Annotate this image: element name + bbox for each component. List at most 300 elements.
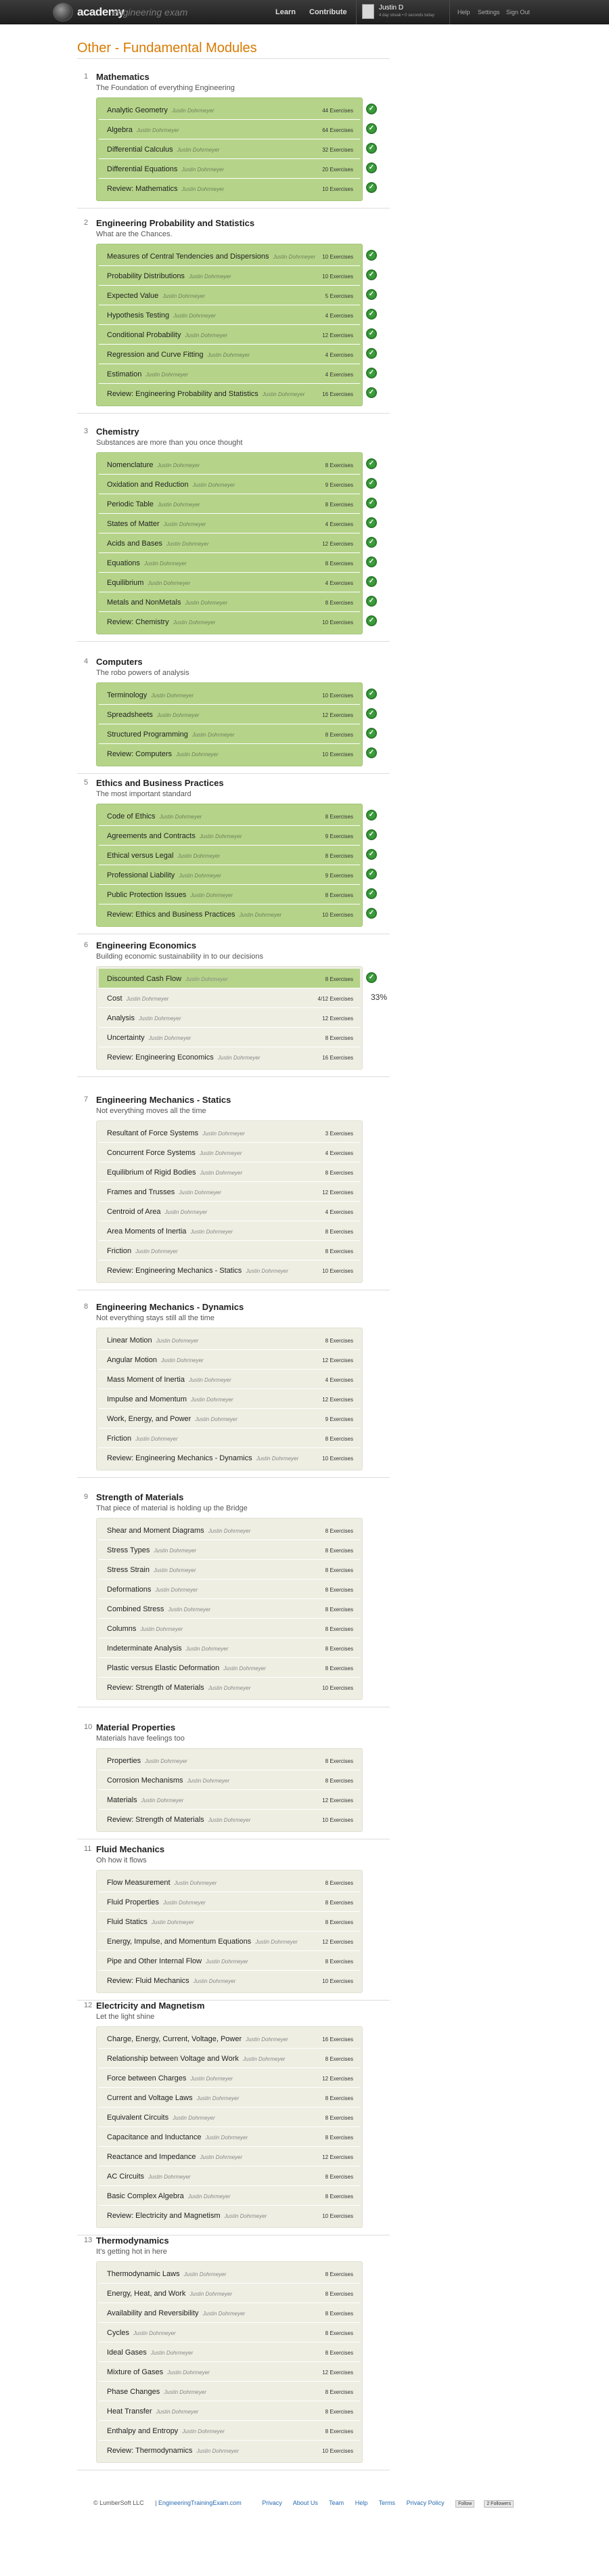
lesson-name[interactable] [107, 579, 190, 587]
section-title[interactable]: Thermodynamics [96, 2235, 169, 2246]
lesson-name[interactable] [107, 2447, 239, 2455]
lesson-title[interactable]: Review: Fluid Mechanics [107, 1977, 189, 1985]
lesson-title[interactable]: Agreements and Contracts [107, 832, 196, 840]
lesson-row[interactable] [99, 1143, 360, 1162]
lesson-row[interactable] [99, 2108, 360, 2127]
footer-privacy[interactable]: Privacy [262, 2499, 282, 2506]
lesson-title[interactable]: Area Moments of Inertia [107, 1227, 187, 1236]
lesson-title[interactable]: Ideal Gases [107, 2349, 147, 2357]
lesson-name[interactable] [107, 481, 235, 489]
lesson-title[interactable]: Relationship between Voltage and Work [107, 2055, 239, 2063]
lesson-name[interactable] [107, 1918, 194, 1926]
lesson-name[interactable] [107, 1879, 217, 1887]
lesson-row[interactable] [99, 2441, 360, 2460]
lesson-name[interactable] [107, 1776, 229, 1785]
lesson-row[interactable] [99, 846, 360, 865]
lesson-name[interactable] [107, 331, 227, 339]
lesson-title[interactable]: Professional Liability [107, 871, 175, 879]
section-title[interactable]: Ethics and Business Practices [96, 778, 224, 788]
lesson-name[interactable] [107, 691, 194, 699]
lesson-row[interactable] [99, 286, 360, 305]
lesson-name[interactable] [107, 598, 227, 607]
lesson-name[interactable] [107, 390, 304, 398]
lesson-title[interactable]: Reactance and Impedance [107, 2153, 196, 2161]
logo-text[interactable]: academy [77, 5, 125, 18]
lesson-name[interactable] [107, 185, 224, 193]
lesson-row[interactable] [99, 2186, 360, 2206]
lesson-name[interactable] [107, 1586, 198, 1594]
lesson-title[interactable]: Ethical versus Legal [107, 852, 174, 860]
lesson-row[interactable] [99, 455, 360, 475]
lesson-row[interactable] [99, 2303, 360, 2323]
lesson-name[interactable] [107, 1684, 250, 1692]
lesson-name[interactable] [107, 871, 221, 879]
lesson-name[interactable] [107, 253, 315, 261]
lesson-row[interactable] [99, 1162, 360, 1182]
lesson-row[interactable] [99, 179, 360, 198]
lesson-row[interactable] [99, 384, 360, 403]
lesson-title[interactable]: Indeterminate Analysis [107, 1644, 182, 1653]
lesson-name[interactable] [107, 1356, 204, 1364]
lesson-row[interactable] [99, 1261, 360, 1280]
lesson-title[interactable]: Terminology [107, 691, 148, 699]
lesson-name[interactable] [107, 1227, 233, 1236]
lesson-title[interactable]: Stress Strain [107, 1566, 150, 1574]
lesson-title[interactable]: Code of Ethics [107, 812, 156, 821]
lesson-name[interactable] [107, 730, 235, 739]
lesson-name[interactable] [107, 1957, 248, 1965]
lesson-row[interactable] [99, 100, 360, 120]
nav-learn[interactable]: Learn [275, 8, 296, 16]
nav-settings[interactable]: Settings [478, 9, 500, 16]
lesson-name[interactable] [107, 1977, 235, 1985]
lesson-row[interactable] [99, 1540, 360, 1560]
lesson-row[interactable] [99, 1810, 360, 1829]
lesson-row[interactable] [99, 1008, 360, 1028]
lesson-title[interactable]: Metals and NonMetals [107, 598, 181, 607]
footer-privacy-policy[interactable]: Privacy Policy [406, 2499, 445, 2506]
lesson-row[interactable] [99, 1521, 360, 1540]
lesson-title[interactable]: Properties [107, 1757, 141, 1765]
lesson-name[interactable] [107, 165, 224, 173]
lesson-row[interactable] [99, 266, 360, 286]
lesson-title[interactable]: States of Matter [107, 520, 160, 528]
lesson-name[interactable] [107, 2114, 215, 2122]
lesson-row[interactable] [99, 1873, 360, 1892]
lesson-title[interactable]: Force between Charges [107, 2074, 187, 2082]
lesson-name[interactable] [107, 520, 206, 528]
lesson-title[interactable]: Public Protection Issues [107, 891, 187, 899]
lesson-row[interactable] [99, 2206, 360, 2225]
logo-icon[interactable] [53, 3, 73, 22]
lesson-title[interactable]: Deformations [107, 1586, 152, 1594]
lesson-row[interactable] [99, 1951, 360, 1971]
lesson-row[interactable] [99, 612, 360, 632]
lesson-name[interactable] [107, 1014, 181, 1022]
lesson-row[interactable] [99, 2127, 360, 2147]
lesson-title[interactable]: Centroid of Area [107, 1208, 161, 1216]
section-title[interactable]: Engineering Probability and Statistics [96, 218, 255, 228]
lesson-name[interactable] [107, 106, 215, 114]
lesson-title[interactable]: Corrosion Mechanisms [107, 1776, 183, 1785]
lesson-name[interactable] [107, 126, 179, 134]
lesson-name[interactable] [107, 370, 188, 378]
lesson-name[interactable] [107, 1247, 178, 1255]
lesson-row[interactable] [99, 2088, 360, 2108]
lesson-title[interactable]: AC Circuits [107, 2173, 145, 2181]
lesson-name[interactable] [107, 1757, 187, 1765]
lesson-title[interactable]: Periodic Table [107, 500, 154, 508]
lesson-row[interactable] [99, 1599, 360, 1619]
lesson-title[interactable]: Review: Engineering Mechanics - Statics [107, 1267, 242, 1275]
lesson-row[interactable] [99, 1658, 360, 1678]
lesson-row[interactable] [99, 533, 360, 553]
lesson-name[interactable] [107, 2094, 239, 2102]
lesson-name[interactable] [107, 1796, 183, 1804]
lesson-title[interactable]: Regression and Curve Fitting [107, 351, 204, 359]
lesson-row[interactable] [99, 139, 360, 159]
section-title[interactable]: Material Properties [96, 1722, 176, 1732]
lesson-title[interactable]: Review: Thermodynamics [107, 2447, 193, 2455]
lesson-row[interactable] [99, 1330, 360, 1350]
section-title[interactable]: Chemistry [96, 427, 139, 437]
lesson-title[interactable]: Energy, Impulse, and Momentum Equations [107, 1938, 252, 1946]
lesson-title[interactable]: Nomenclature [107, 461, 154, 469]
lesson-name[interactable] [107, 1816, 250, 1824]
lesson-title[interactable]: Equilibrium of Rigid Bodies [107, 1169, 196, 1177]
lesson-title[interactable]: Review: Computers [107, 750, 172, 758]
lesson-title[interactable]: Cost [107, 995, 122, 1003]
lesson-name[interactable] [107, 2035, 288, 2043]
section-title[interactable]: Engineering Mechanics - Dynamics [96, 1302, 244, 1312]
lesson-row[interactable] [99, 969, 360, 988]
lesson-row[interactable] [99, 2068, 360, 2088]
lesson-title[interactable]: Energy, Heat, and Work [107, 2290, 186, 2298]
lesson-row[interactable] [99, 685, 360, 705]
lesson-row[interactable] [99, 2401, 360, 2421]
lesson-row[interactable] [99, 1638, 360, 1658]
lesson-row[interactable] [99, 865, 360, 885]
lesson-name[interactable] [107, 995, 168, 1003]
lesson-name[interactable] [107, 2290, 232, 2298]
lesson-row[interactable] [99, 325, 360, 345]
lesson-row[interactable] [99, 475, 360, 494]
lesson-title[interactable]: Friction [107, 1435, 132, 1443]
lesson-title[interactable]: Columns [107, 1625, 137, 1633]
lesson-row[interactable] [99, 159, 360, 179]
lesson-title[interactable]: Review: Ethics and Business Practices [107, 911, 235, 919]
lesson-name[interactable] [107, 852, 220, 860]
nav-signout[interactable]: Sign Out [506, 9, 531, 16]
lesson-title[interactable]: Review: Engineering Probability and Statistics [107, 390, 258, 398]
lesson-title[interactable]: Friction [107, 1247, 132, 1255]
lesson-name[interactable] [107, 618, 215, 626]
lesson-row[interactable] [99, 1912, 360, 1931]
lesson-row[interactable] [99, 826, 360, 846]
lesson-row[interactable] [99, 2264, 360, 2284]
lesson-name[interactable] [107, 1644, 228, 1653]
lesson-name[interactable] [107, 292, 205, 300]
lesson-title[interactable]: Plastic versus Elastic Deformation [107, 1664, 220, 1672]
lesson-title[interactable]: Angular Motion [107, 1356, 157, 1364]
lesson-name[interactable] [107, 2270, 226, 2278]
lesson-row[interactable] [99, 2323, 360, 2342]
lesson-row[interactable] [99, 1770, 360, 1790]
lesson-title[interactable]: Fluid Properties [107, 1898, 160, 1906]
lesson-title[interactable]: Linear Motion [107, 1336, 152, 1345]
lesson-row[interactable] [99, 2284, 360, 2303]
user-name[interactable]: Justin D [379, 4, 404, 12]
lesson-title[interactable]: Oxidation and Reduction [107, 481, 189, 489]
lesson-name[interactable] [107, 1376, 231, 1384]
lesson-name[interactable] [107, 2173, 191, 2181]
lesson-name[interactable] [107, 1938, 298, 1946]
lesson-title[interactable]: Fluid Statics [107, 1918, 148, 1926]
lesson-name[interactable] [107, 2074, 233, 2082]
lesson-title[interactable]: Stress Types [107, 1546, 150, 1554]
lesson-row[interactable] [99, 1202, 360, 1221]
lesson-name[interactable] [107, 750, 219, 758]
lesson-title[interactable]: Algebra [107, 126, 133, 134]
lesson-title[interactable]: Expected Value [107, 292, 159, 300]
lesson-row[interactable] [99, 1619, 360, 1638]
lesson-name[interactable] [107, 1188, 221, 1196]
lesson-row[interactable] [99, 1370, 360, 1389]
lesson-row[interactable] [99, 1751, 360, 1770]
lesson-title[interactable]: Equilibrium [107, 579, 144, 587]
lesson-name[interactable] [107, 1034, 191, 1042]
lesson-title[interactable]: Review: Electricity and Magnetism [107, 2212, 221, 2220]
footer-help[interactable]: Help [355, 2499, 368, 2506]
lesson-title[interactable]: Resultant of Force Systems [107, 1129, 199, 1137]
lesson-title[interactable]: Review: Mathematics [107, 185, 178, 193]
lesson-name[interactable] [107, 711, 200, 719]
footer-terms[interactable]: Terms [378, 2499, 396, 2506]
lesson-title[interactable]: Flow Measurement [107, 1879, 171, 1887]
lesson-name[interactable] [107, 975, 228, 983]
lesson-row[interactable] [99, 1409, 360, 1428]
lesson-row[interactable] [99, 1221, 360, 1241]
lesson-title[interactable]: Mass Moment of Inertia [107, 1376, 185, 1384]
lesson-title[interactable]: Equations [107, 559, 140, 567]
lesson-name[interactable] [107, 812, 202, 821]
lesson-title[interactable]: Materials [107, 1796, 137, 1804]
lesson-row[interactable] [99, 2382, 360, 2401]
lesson-title[interactable]: Estimation [107, 370, 142, 378]
lesson-name[interactable] [107, 351, 250, 359]
lesson-name[interactable] [107, 891, 233, 899]
lesson-title[interactable]: Review: Engineering Mechanics - Dynamics [107, 1454, 252, 1462]
footer-about[interactable]: About Us [292, 2499, 318, 2506]
lesson-name[interactable] [107, 1898, 206, 1906]
lesson-name[interactable] [107, 2407, 198, 2416]
lesson-row[interactable] [99, 305, 360, 325]
lesson-title[interactable]: Analysis [107, 1014, 135, 1022]
lesson-title[interactable]: Heat Transfer [107, 2407, 152, 2416]
lesson-row[interactable] [99, 1579, 360, 1599]
lesson-title[interactable]: Review: Strength of Materials [107, 1684, 204, 1692]
section-title[interactable]: Engineering Mechanics - Statics [96, 1095, 231, 1105]
lesson-name[interactable] [107, 1527, 250, 1535]
lesson-title[interactable]: Concurrent Force Systems [107, 1149, 196, 1157]
lesson-name[interactable] [107, 1664, 266, 1672]
lesson-title[interactable]: Charge, Energy, Current, Voltage, Power [107, 2035, 242, 2043]
lesson-name[interactable] [107, 272, 231, 280]
lesson-name[interactable] [107, 540, 209, 548]
lesson-row[interactable] [99, 246, 360, 266]
lesson-name[interactable] [107, 2153, 242, 2161]
lesson-row[interactable] [99, 553, 360, 573]
lesson-title[interactable]: Uncertainty [107, 1034, 145, 1042]
nav-help[interactable]: Help [457, 9, 470, 16]
lesson-row[interactable] [99, 1241, 360, 1261]
lesson-name[interactable] [107, 2329, 176, 2337]
lesson-row[interactable] [99, 364, 360, 384]
lesson-row[interactable] [99, 806, 360, 826]
lesson-title[interactable]: Review: Engineering Economics [107, 1053, 214, 1062]
lesson-row[interactable] [99, 573, 360, 592]
lesson-row[interactable] [99, 1047, 360, 1067]
lesson-row[interactable] [99, 1428, 360, 1448]
lesson-row[interactable] [99, 1028, 360, 1047]
lesson-name[interactable] [107, 2427, 225, 2435]
lesson-name[interactable] [107, 2212, 267, 2220]
lesson-title[interactable]: Combined Stress [107, 1605, 164, 1613]
lesson-name[interactable] [107, 1435, 178, 1443]
lesson-name[interactable] [107, 1546, 196, 1554]
lesson-name[interactable] [107, 1129, 245, 1137]
lesson-title[interactable]: Analytic Geometry [107, 106, 168, 114]
lesson-title[interactable]: Current and Voltage Laws [107, 2094, 193, 2102]
lesson-row[interactable] [99, 885, 360, 904]
lesson-name[interactable] [107, 1208, 207, 1216]
lesson-row[interactable] [99, 592, 360, 612]
lesson-title[interactable]: Hypothesis Testing [107, 311, 170, 320]
lesson-row[interactable] [99, 2362, 360, 2382]
lesson-title[interactable]: Frames and Trusses [107, 1188, 175, 1196]
lesson-title[interactable]: Cycles [107, 2329, 130, 2337]
lesson-name[interactable] [107, 1169, 242, 1177]
lesson-title[interactable]: Shear and Moment Diagrams [107, 1527, 204, 1535]
lesson-title[interactable]: Differential Calculus [107, 146, 173, 154]
lesson-title[interactable]: Acids and Bases [107, 540, 162, 548]
lesson-name[interactable] [107, 2192, 230, 2200]
lesson-row[interactable] [99, 514, 360, 533]
lesson-name[interactable] [107, 1566, 196, 1574]
lesson-row[interactable] [99, 2166, 360, 2186]
lesson-row[interactable] [99, 2049, 360, 2068]
lesson-row[interactable] [99, 1350, 360, 1370]
lesson-row[interactable] [99, 1931, 360, 1951]
lesson-name[interactable] [107, 461, 200, 469]
nav-contribute[interactable]: Contribute [309, 8, 347, 16]
lesson-title[interactable]: Mixture of Gases [107, 2368, 164, 2376]
lesson-name[interactable] [107, 1454, 298, 1462]
footer-team[interactable]: Team [329, 2499, 344, 2506]
lesson-row[interactable] [99, 988, 360, 1008]
lesson-title[interactable]: Pipe and Other Internal Flow [107, 1957, 202, 1965]
lesson-row[interactable] [99, 1790, 360, 1810]
lesson-title[interactable]: Measures of Central Tendencies and Dispersions [107, 253, 269, 261]
lesson-name[interactable] [107, 2349, 193, 2357]
lesson-name[interactable] [107, 1053, 260, 1062]
lesson-name[interactable] [107, 911, 281, 919]
lesson-name[interactable] [107, 1415, 238, 1423]
lesson-title[interactable]: Conditional Probability [107, 331, 181, 339]
lesson-name[interactable] [107, 1149, 242, 1157]
lesson-name[interactable] [107, 2055, 286, 2063]
lesson-name[interactable] [107, 2133, 248, 2141]
lesson-title[interactable]: Probability Distributions [107, 272, 185, 280]
lesson-row[interactable] [99, 1389, 360, 1409]
lesson-name[interactable] [107, 500, 200, 508]
lesson-row[interactable] [99, 2147, 360, 2166]
lesson-title[interactable]: Enthalpy and Entropy [107, 2427, 179, 2435]
lesson-row[interactable] [99, 2342, 360, 2362]
lesson-title[interactable]: Availability and Reversibility [107, 2309, 199, 2317]
lesson-name[interactable] [107, 146, 219, 154]
section-title[interactable]: Engineering Economics [96, 940, 197, 951]
lesson-name[interactable] [107, 832, 242, 840]
lesson-title[interactable]: Thermodynamic Laws [107, 2270, 180, 2278]
lesson-title[interactable]: Capacitance and Inductance [107, 2133, 202, 2141]
lesson-title[interactable]: Impulse and Momentum [107, 1395, 187, 1403]
lesson-name[interactable] [107, 2388, 206, 2396]
lesson-title[interactable]: Review: Strength of Materials [107, 1816, 204, 1824]
section-title[interactable]: Fluid Mechanics [96, 1844, 165, 1854]
follow-button[interactable]: Follow [455, 2500, 474, 2508]
lesson-row[interactable] [99, 120, 360, 139]
lesson-row[interactable] [99, 2029, 360, 2049]
section-title[interactable]: Strength of Materials [96, 1492, 184, 1502]
section-title[interactable]: Electricity and Magnetism [96, 2001, 205, 2011]
lesson-title[interactable]: Work, Energy, and Power [107, 1415, 191, 1423]
lesson-row[interactable] [99, 1971, 360, 1990]
lesson-title[interactable]: Equivalent Circuits [107, 2114, 169, 2122]
lesson-title[interactable]: Phase Changes [107, 2388, 160, 2396]
lesson-name[interactable] [107, 559, 187, 567]
lesson-row[interactable] [99, 1678, 360, 1697]
lesson-row[interactable] [99, 724, 360, 744]
lesson-row[interactable] [99, 705, 360, 724]
lesson-row[interactable] [99, 1892, 360, 1912]
avatar[interactable] [362, 4, 374, 19]
lesson-row[interactable] [99, 904, 360, 924]
lesson-name[interactable] [107, 1267, 288, 1275]
lesson-row[interactable] [99, 1123, 360, 1143]
lesson-title[interactable]: Basic Complex Algebra [107, 2192, 184, 2200]
lesson-row[interactable] [99, 345, 360, 364]
lesson-name[interactable] [107, 1625, 183, 1633]
lesson-name[interactable] [107, 311, 216, 320]
lesson-row[interactable] [99, 1560, 360, 1579]
lesson-row[interactable] [99, 1182, 360, 1202]
lesson-title[interactable]: Differential Equations [107, 165, 178, 173]
lesson-name[interactable] [107, 1395, 233, 1403]
lesson-name[interactable] [107, 1336, 198, 1345]
section-title[interactable]: Mathematics [96, 72, 150, 82]
lesson-title[interactable]: Spreadsheets [107, 711, 153, 719]
lesson-name[interactable] [107, 1605, 210, 1613]
lesson-name[interactable] [107, 2309, 245, 2317]
lesson-title[interactable]: Discounted Cash Flow [107, 975, 182, 983]
section-title[interactable]: Computers [96, 657, 143, 667]
lesson-row[interactable] [99, 744, 360, 764]
lesson-title[interactable]: Review: Chemistry [107, 618, 169, 626]
lesson-row[interactable] [99, 1448, 360, 1468]
lesson-row[interactable] [99, 494, 360, 514]
lesson-name[interactable] [107, 2368, 210, 2376]
